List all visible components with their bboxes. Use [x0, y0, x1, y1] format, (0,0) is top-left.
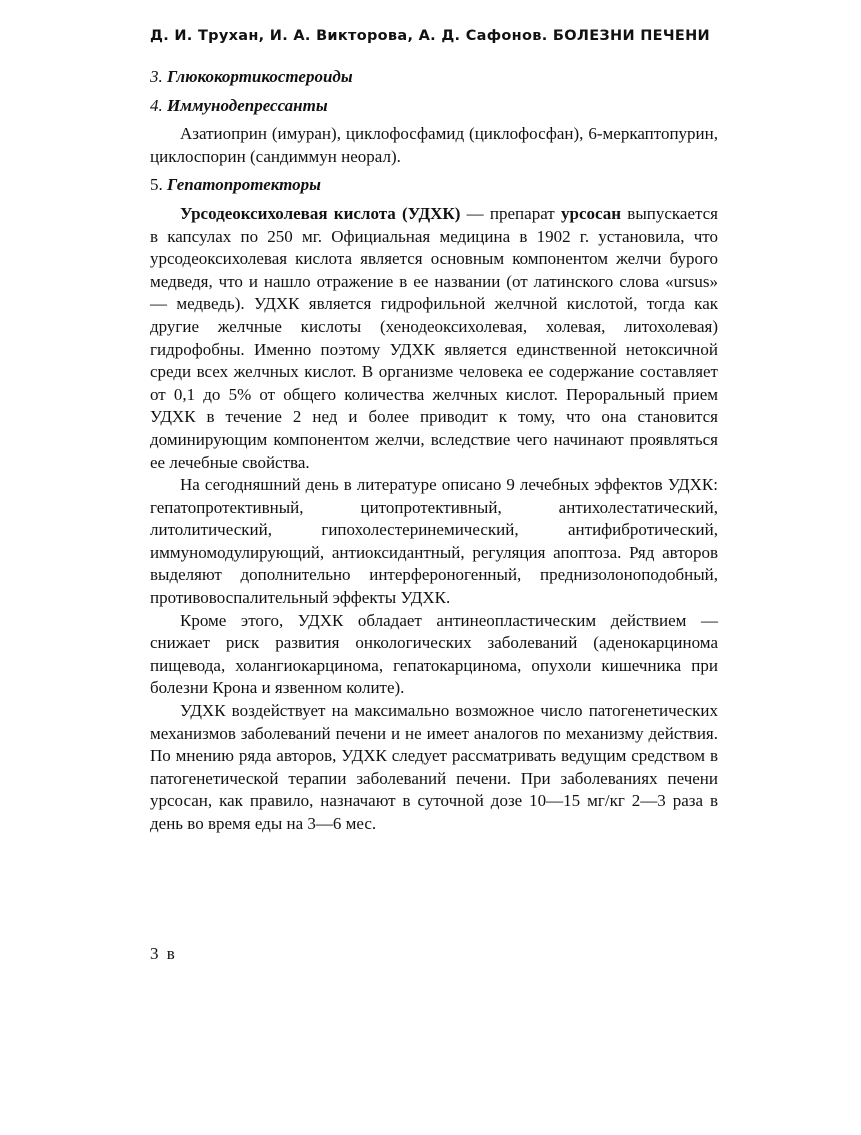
heading-number: 5. — [150, 175, 163, 195]
heading-text: Иммунодепрессанты — [167, 95, 328, 115]
paragraph-udca-intro — [150, 203, 718, 474]
page-marker: 3 в — [150, 944, 177, 963]
heading-number: 3. — [150, 67, 163, 86]
paragraph-immunosuppressant-list: Азатиоприн (имуран), циклофосфамид (циклофосфан), 6-меркаптопурин, циклоспорин (сандиммун неорал). — [150, 124, 718, 166]
paragraph-udca-effects: На сегодняшний день в литературе описано 9 лечебных эффектов УДХК: гепатопротективный, цитопротективный, антихолестатический, литолитический, гипохолестеринемический, антифибротический, иммуномодулирующий, антиоксидантный, регуляция апоптоза. Ряд авторов выделяют дополнительно интерфероногенный, преднизолоноподобный, противовоспалительный эффекты УДХК. — [150, 475, 718, 608]
text-fragment: выпускается в капсулах по 250 мг. Официальная медицина в 1902 г. установила, что урсодеоксихолевая кислота является основным компонентом желчи бурого медведя, что и нашло отражение в ее названии (от латинского слова «ursus» — медведь). УДХК является гидрофильной желчной кислотой, тогда как другие желчные кислоты (хенодеоксихолевая, холевая, литохолевая) гидрофобны. Именно поэтому УДХК является единственной нетоксичной среди всех желчных кислот. В организме человека ее содержание составляет от 0,1 до 5% от общего количества желчных кислот. Пероральный прием УДХК в течение 2 нед и более приводит к тому, что она становится доминирующим компонентом желчи, вследствие чего начинают проявляться ее лечебные свойства. — [150, 203, 718, 472]
heading-text: Гепатопротекторы — [167, 175, 321, 195]
paragraph-udca-dosage: УДХК воздействует на максимально возможное число патогенетических механизмов заболеваний печени и не имеет аналогов по механизму действия. По мнению ряда авторов, УДХК следует рассматривать ведущим средством в патогенетической терапии заболеваний печени. При заболеваниях печени урсосан, как правило, назначают в суточной дозе 10—15 мг/кг 2—3 раза в день во время еды на 3—6 мес. — [150, 701, 718, 833]
term-ursosan: урсосан — [561, 203, 622, 223]
heading-glucocorticosteroids — [150, 66, 718, 89]
heading-immunosuppressants — [150, 95, 718, 118]
heading-number: 4. — [150, 95, 163, 115]
term-udca: Урсодеоксихолевая кислота (УДХК) — [180, 203, 461, 223]
running-header: Д. И. Трухан, И. А. Викторова, А. Д. Сафонов. БОЛЕЗНИ ПЕЧЕНИ — [150, 28, 710, 44]
heading-hepatoprotectors — [150, 174, 718, 197]
heading-text: Глюкокортикостероиды — [167, 67, 353, 86]
page-body — [150, 66, 718, 836]
paragraph-udca-antineoplastic: Кроме этого, УДХК обладает антинеопластическим действием — снижает риск развития онкологических заболеваний (аденокарцинома пищевода, холангиокарцинома, гепатокарцинома, опухоли кишечника при болезни Крона и язвенном колите). — [150, 610, 718, 698]
text-fragment: — препарат — [460, 203, 561, 223]
